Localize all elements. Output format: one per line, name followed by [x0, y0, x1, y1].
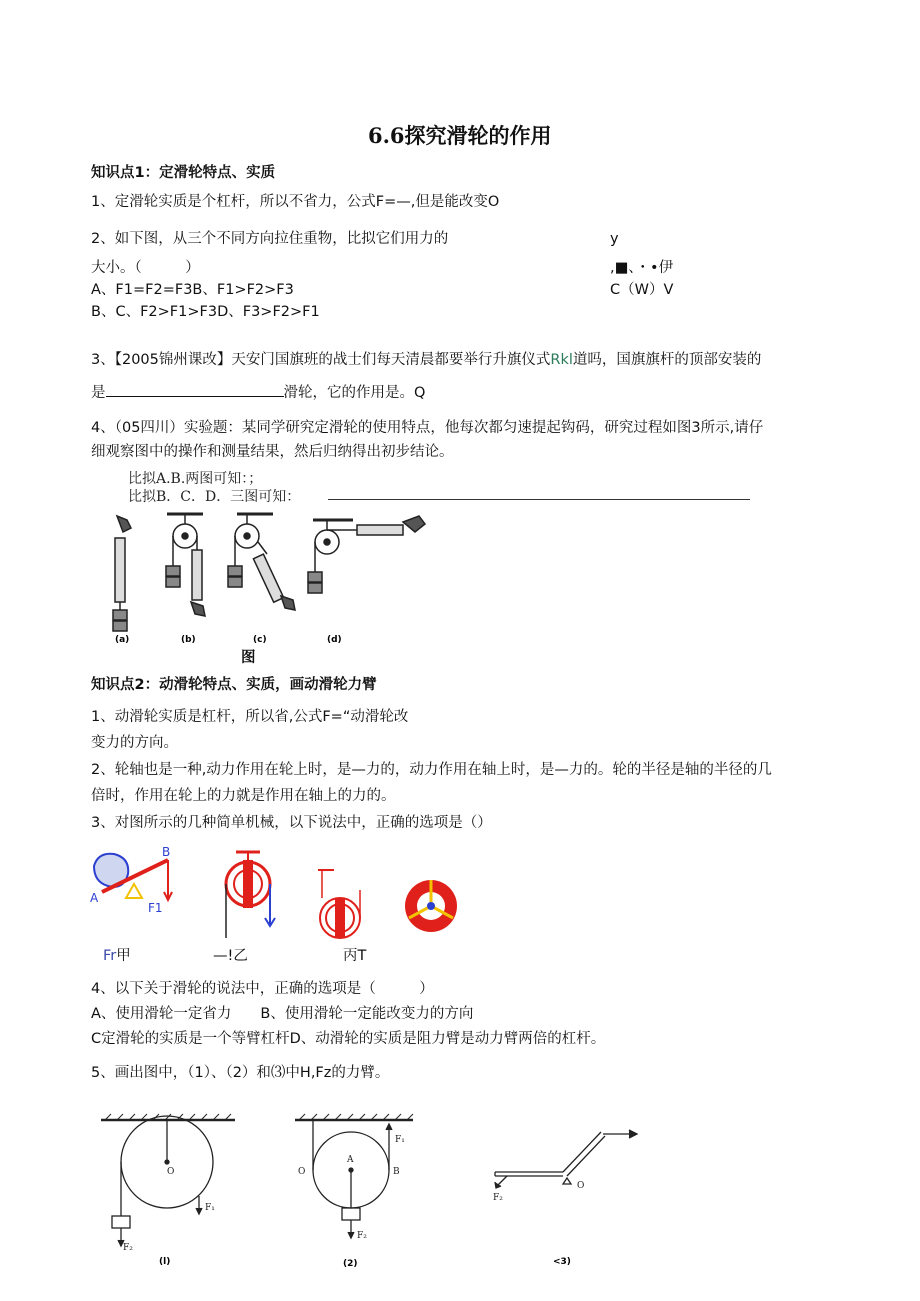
- d3-label-o: O: [577, 1181, 585, 1191]
- label-jia: 甲: [116, 948, 131, 964]
- wheel-axle-diagram: [318, 870, 360, 938]
- spring-scale: [115, 538, 125, 602]
- q3-post: 道吗，国旗旗杆的顶部安装的: [572, 352, 762, 368]
- force-arm-figure: [95, 1112, 655, 1272]
- section-heading-1: 知识点1：定滑轮特点、实质: [91, 165, 276, 181]
- diagram-caption-3: <3): [553, 1257, 571, 1267]
- side-text-cwv: C（W）V: [610, 282, 674, 298]
- diagram-caption-1: (l): [159, 1257, 171, 1267]
- d1-label-f1: F₁: [205, 1203, 215, 1213]
- handwritten-line-2: 比拟B．C．D．三图可知：: [128, 489, 301, 505]
- label-fr: Fr: [103, 948, 117, 964]
- question-1-2-option-b: B、C、F2>F1>F3D、F3>F2>F1: [91, 304, 320, 320]
- simple-machines-figure: [88, 840, 488, 970]
- q3-pre: 3、【2005锦州课改】天安门国旗班的战士们每天清晨都要举行升旗仪式: [91, 352, 551, 368]
- label-b: B: [162, 845, 171, 859]
- handwritten-blank: [328, 499, 750, 500]
- d1-label-o: O: [167, 1167, 175, 1177]
- question-2-3: 3、对图所示的几种简单机械，以下说法中，正确的选项是（）: [91, 815, 492, 831]
- d2-label-b: B: [393, 1167, 400, 1177]
- d2-label-a: A: [347, 1155, 354, 1165]
- d2-label-o: O: [298, 1167, 306, 1177]
- question-1-4-line2: 细观察图中的操作和测量结果，然后归纳得出初步结论。: [91, 444, 454, 460]
- fig-label-b: (b): [181, 635, 196, 645]
- fixed-pulley-diagram: [226, 852, 275, 938]
- lever-diagram: [90, 845, 172, 915]
- diagram-caption-2: (2): [343, 1259, 358, 1269]
- question-2-4: 4、以下关于滑轮的说法中，正确的选项是（ ）: [91, 981, 434, 997]
- mech-label-bing: 丙T: [343, 948, 367, 964]
- d2-label-f2: F₂: [357, 1231, 367, 1241]
- question-1-2-line1: 2、如下图，从三个不同方向拉住重物，比拟它们用力的: [91, 231, 449, 247]
- question-2-1-line1: 1、动滑轮实质是杠杆，所以省,公式F=“动滑轮改: [91, 709, 409, 725]
- question-1-4-line1: 4、（05四川）实验题：某同学研究定滑轮的使用特点，他每次都匀速提起钩码，研究过程如图3所示,请仔: [91, 420, 764, 436]
- fulcrum-icon: [126, 884, 142, 898]
- question-2-2-line1: 2、轮轴也是一种,动力作用在轮上时，是—力的，动力作用在轴上时，是—力的。轮的半径是轴的半径的几: [91, 762, 772, 778]
- question-2-4-options-2: C定滑轮的实质是一个等臂杠杆D、动滑轮的实质是阻力臂是动力臂两倍的杠杆。: [91, 1031, 606, 1047]
- question-1-1: 1、定滑轮实质是个杠杆，所以不省力，公式F=—,但是能改变O: [91, 194, 500, 210]
- label-a: A: [90, 891, 99, 905]
- d1-label-f2: F₂: [123, 1243, 133, 1253]
- question-2-1-line2: 变力的方向。: [91, 735, 178, 751]
- question-2-5: 5、画出图中，（1）、（2）和⑶中H,Fz的力臂。: [91, 1065, 390, 1081]
- answer-blank: [106, 382, 284, 397]
- section-heading-2: 知识点2：动滑轮特点、实质，画动滑轮力臂: [91, 677, 377, 693]
- figure-caption: 图: [241, 650, 256, 666]
- pulley-experiment-figure: [95, 510, 445, 660]
- question-1-2-line2: 大小。（ ）: [91, 260, 200, 276]
- q3-rkl: Rkl: [550, 352, 573, 368]
- fig-label-d: (d): [327, 635, 342, 645]
- q3-line2-pre: 是: [91, 385, 106, 401]
- question-2-4-options-1: A、使用滑轮一定省力 B、使用滑轮一定能改变力的方向: [91, 1006, 474, 1022]
- handwritten-line-1: 比拟A.B.两图可知：；: [128, 471, 263, 487]
- page-title: 6.6探究滑轮的作用: [368, 123, 552, 148]
- d3-label-f2: F₂: [493, 1193, 503, 1203]
- fig-label-a: (a): [115, 635, 130, 645]
- q3-line2-post: 滑轮，它的作用是。Q: [283, 385, 426, 401]
- question-1-3-line1: [91, 350, 761, 370]
- side-text-mid: ,■、・•伊: [610, 260, 674, 276]
- side-text-y: y: [610, 231, 619, 247]
- question-2-2-line2: 倍时，作用在轮上的力就是作用在轴上的力的。: [91, 788, 396, 804]
- fig-label-c: (c): [253, 635, 267, 645]
- mech-label-yi: —!乙: [213, 948, 248, 964]
- mech-label-jia: [103, 946, 131, 966]
- hand-icon: [117, 516, 131, 532]
- question-1-2-option-a: A、F1=F2=F3B、F1>F2>F3: [91, 282, 294, 298]
- question-1-3-line2: [91, 382, 425, 403]
- d2-label-f1: F₁: [395, 1135, 405, 1145]
- steering-wheel-diagram: [405, 880, 457, 932]
- label-f1: F1: [148, 901, 163, 915]
